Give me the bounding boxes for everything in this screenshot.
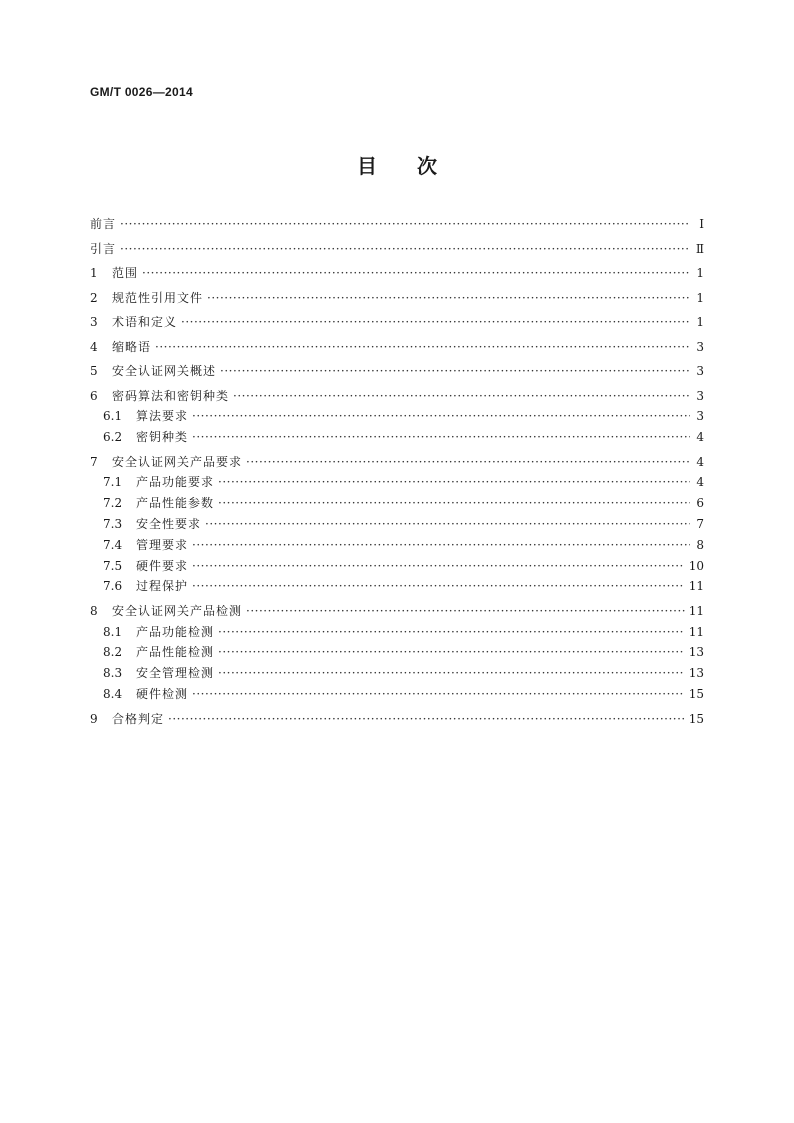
toc-entry-page: 11 <box>688 579 704 594</box>
toc-entry-number: 9 <box>90 711 98 726</box>
toc-entry-label: 产品性能参数 <box>136 496 215 511</box>
toc-entry-page: Ⅱ <box>695 241 704 256</box>
toc-entry-label: 安全认证网关产品检测 <box>112 603 243 618</box>
toc-entry-number: 7.4 <box>103 537 123 552</box>
toc-dot-leader <box>218 644 685 660</box>
toc-entry[interactable] <box>90 388 704 404</box>
toc-entry-number: 7 <box>90 454 98 469</box>
toc-entry-label: 缩略语 <box>112 339 152 354</box>
toc-dot-leader <box>220 363 690 379</box>
toc-entry[interactable] <box>90 363 704 379</box>
toc-entry[interactable] <box>90 537 704 553</box>
toc-entry-number: 7.1 <box>103 475 123 490</box>
toc-entry-label: 安全管理检测 <box>136 666 215 681</box>
toc-entry-label: 规范性引用文件 <box>112 290 204 305</box>
toc-entry-number: 7.6 <box>103 579 123 594</box>
toc-entry-label: 密钥种类 <box>136 430 189 445</box>
toc-entry-label: 硬件检测 <box>136 687 189 702</box>
toc-entry-page: 13 <box>688 666 704 681</box>
toc-dot-leader <box>192 578 685 594</box>
toc-entry-label: 引言 <box>90 241 117 256</box>
toc-entry-number: 4 <box>90 339 98 354</box>
toc-dot-leader <box>142 265 690 281</box>
toc-entry-page: 3 <box>696 409 704 424</box>
toc-entry-label: 安全性要求 <box>136 516 202 531</box>
toc-entry-number: 8.4 <box>103 687 123 702</box>
toc-dot-leader <box>246 454 690 470</box>
toc-dot-leader <box>218 495 690 511</box>
toc-entry-number: 6.2 <box>103 430 123 445</box>
toc-entry-page: 4 <box>696 430 704 445</box>
toc-entry-label: 安全认证网关产品要求 <box>112 454 243 469</box>
toc-entry-number: 6 <box>90 388 98 403</box>
toc-entry-page: 15 <box>688 711 704 726</box>
toc-entry-label: 范围 <box>112 266 139 280</box>
toc-entry-label: 密码算法和密钥种类 <box>112 388 230 403</box>
toc-entry-label: 算法要求 <box>136 409 189 424</box>
toc-entry[interactable] <box>90 686 704 702</box>
toc-dot-leader <box>192 537 690 553</box>
toc-entry-page: 11 <box>688 624 704 639</box>
toc-entry[interactable] <box>90 516 704 532</box>
toc-entry-number: 2 <box>90 290 98 305</box>
toc-entry-page: 10 <box>688 558 704 573</box>
toc-entry-label: 产品性能检测 <box>136 645 215 660</box>
toc-entry-page: 4 <box>696 475 704 490</box>
toc-entry[interactable] <box>90 290 704 306</box>
toc-dot-leader <box>120 216 690 232</box>
toc-entry-page: 8 <box>696 537 704 552</box>
toc-entry-number: 8.1 <box>103 624 123 639</box>
toc-entry[interactable] <box>90 339 704 355</box>
toc-entry[interactable] <box>90 624 704 640</box>
toc-entry-label: 产品功能检测 <box>136 624 215 639</box>
toc-entry-page: 7 <box>696 516 704 531</box>
toc-entry[interactable] <box>90 454 704 470</box>
toc-entry-page: 1 <box>696 290 704 305</box>
toc-entry-label: 合格判定 <box>112 711 165 726</box>
toc-entry[interactable] <box>90 665 704 681</box>
toc-entry[interactable] <box>90 644 704 660</box>
toc-entry-label: 硬件要求 <box>136 558 189 573</box>
toc-entry-page: 3 <box>696 364 704 378</box>
toc-entry-page: 1 <box>696 266 704 280</box>
document-code: GM/T 0026—2014 <box>90 85 193 99</box>
toc-entry-number: 7.2 <box>103 496 123 511</box>
toc-entry[interactable] <box>90 408 704 424</box>
toc-entry[interactable] <box>90 711 704 727</box>
toc-entry[interactable] <box>90 603 704 619</box>
toc-dot-leader <box>192 686 685 702</box>
toc-entry[interactable] <box>90 265 704 281</box>
toc-entry[interactable] <box>90 558 704 574</box>
toc-dot-leader <box>218 665 685 681</box>
toc-entry-page: 4 <box>696 454 704 469</box>
toc-dot-leader <box>218 474 690 490</box>
toc-entry-number: 7.3 <box>103 516 123 531</box>
table-of-contents <box>90 216 704 727</box>
toc-entry-page: 15 <box>688 687 704 702</box>
toc-dot-leader <box>192 408 690 424</box>
toc-dot-leader <box>218 624 685 640</box>
toc-entry-page: 3 <box>696 339 704 354</box>
toc-entry-number: 8 <box>90 603 98 618</box>
toc-entry[interactable] <box>90 216 704 232</box>
toc-entry-number: 8.3 <box>103 666 123 681</box>
toc-dot-leader <box>192 429 690 445</box>
toc-entry-label: 前言 <box>90 217 117 231</box>
toc-entry-label: 过程保护 <box>136 579 189 594</box>
toc-dot-leader <box>246 603 685 619</box>
toc-entry-page: 13 <box>688 645 704 660</box>
toc-entry-page: 6 <box>696 496 704 511</box>
toc-entry[interactable] <box>90 314 704 330</box>
toc-entry-number: 5 <box>90 364 98 378</box>
toc-dot-leader <box>168 711 685 727</box>
toc-dot-leader <box>120 241 690 257</box>
toc-dot-leader <box>155 339 690 355</box>
toc-entry-number: 6.1 <box>103 409 123 424</box>
toc-dot-leader <box>233 388 690 404</box>
toc-entry[interactable] <box>90 474 704 490</box>
toc-entry-page: Ⅰ <box>699 217 704 231</box>
toc-entry-label: 产品功能要求 <box>136 475 215 490</box>
toc-entry[interactable] <box>90 578 704 594</box>
toc-entry-number: 8.2 <box>103 645 123 660</box>
toc-title: 目次 <box>357 154 477 178</box>
toc-dot-leader <box>207 290 690 306</box>
toc-dot-leader <box>181 314 690 330</box>
toc-entry-label: 安全认证网关概述 <box>112 364 217 378</box>
toc-entry-number: 3 <box>90 315 98 329</box>
toc-entry-number: 1 <box>90 266 98 280</box>
toc-entry-page: 1 <box>696 315 704 329</box>
toc-entry-page: 3 <box>696 388 704 403</box>
toc-entry-number: 7.5 <box>103 558 123 573</box>
toc-entry[interactable] <box>90 495 704 511</box>
toc-dot-leader <box>192 558 685 574</box>
toc-entry-label: 术语和定义 <box>112 315 178 329</box>
toc-entry-page: 11 <box>688 603 704 618</box>
toc-entry[interactable] <box>90 241 704 257</box>
toc-entry-label: 管理要求 <box>136 537 189 552</box>
toc-dot-leader <box>205 516 690 532</box>
toc-entry[interactable] <box>90 429 704 445</box>
